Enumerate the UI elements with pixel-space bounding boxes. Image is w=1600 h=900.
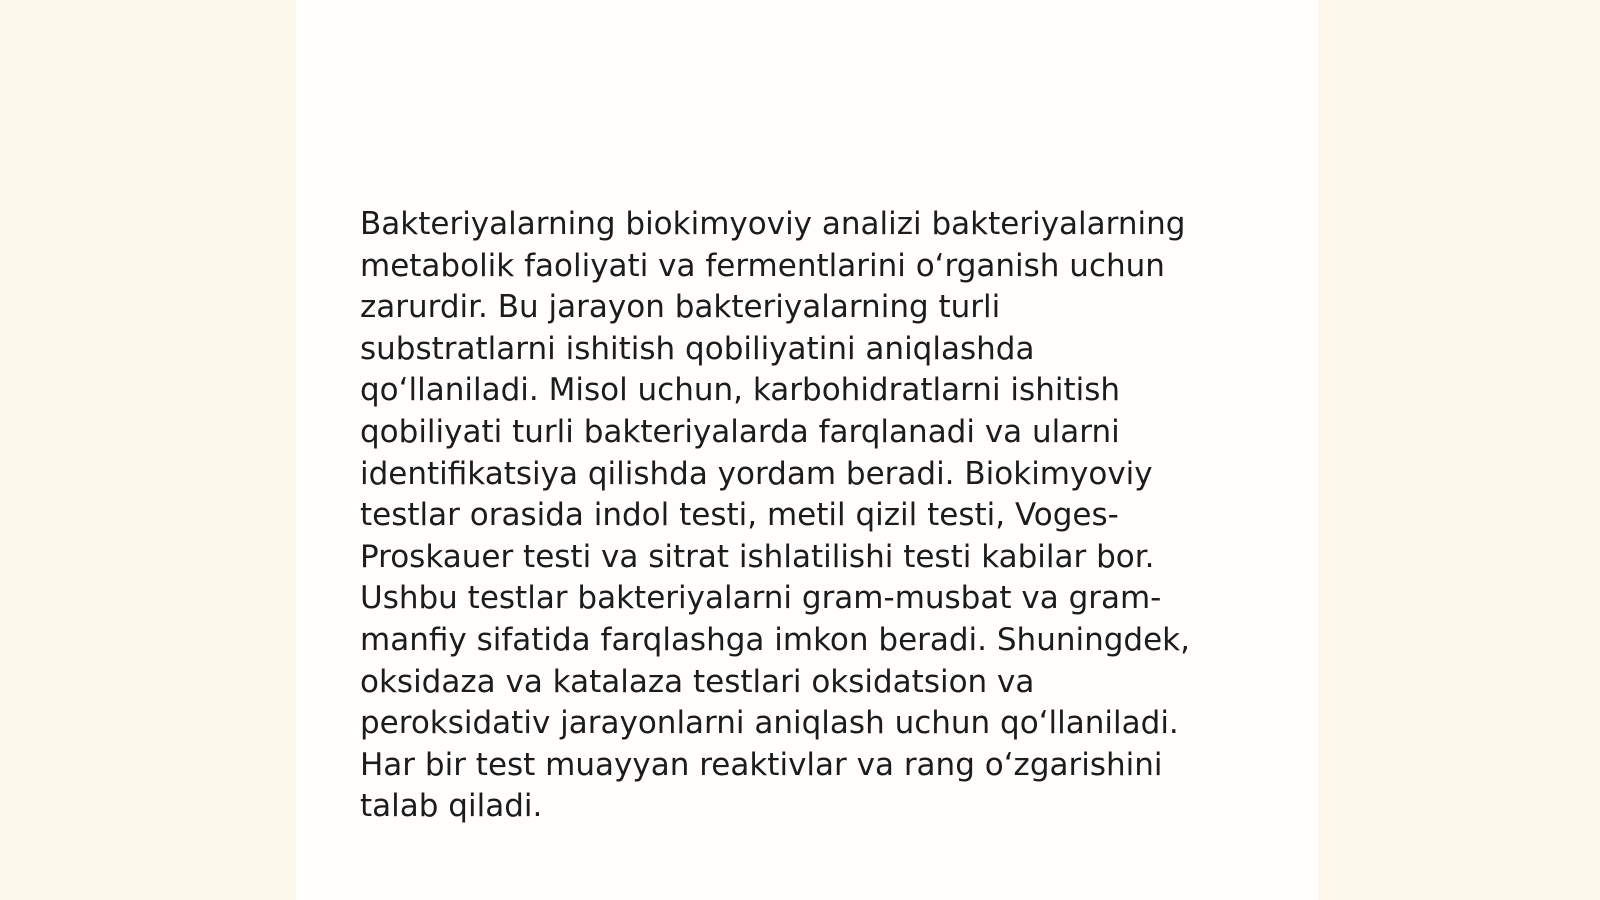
- paragraph-line: talab qiladi.: [360, 788, 543, 825]
- paragraph-line: Ushbu testlar bakteriyalarni gram-musbat va gram-: [360, 580, 1162, 617]
- paragraph-line: identifikatsiya qilishda yordam beradi. Biokimyoviy: [360, 455, 1153, 492]
- paragraph-line: Har bir test muayyan reaktivlar va rang o‘zgarishini: [360, 746, 1163, 783]
- paragraph-line: qo‘llaniladi. Misol uchun, karbohidratlarni ishitish: [360, 372, 1121, 409]
- body-paragraph: [360, 204, 1240, 828]
- document-page: [296, 0, 1318, 900]
- paragraph-line: peroksidativ jarayonlarni aniqlash uchun qo‘llaniladi.: [360, 705, 1179, 742]
- paragraph-line: testlar orasida indol testi, metil qizil testi, Voges-: [360, 497, 1119, 534]
- paragraph-line: Proskauer testi va sitrat ishlatilishi testi kabilar bor.: [360, 538, 1155, 575]
- paragraph-line: substratlarni ishitish qobiliyatini aniqlashda: [360, 330, 1035, 367]
- paragraph-line: oksidaza va katalaza testlari oksidatsion va: [360, 663, 1035, 700]
- paragraph-line: Bakteriyalarning biokimyoviy analizi bakteriyalarning: [360, 206, 1186, 242]
- paragraph-line: manfiy sifatida farqlashga imkon beradi. Shuningdek,: [360, 621, 1190, 658]
- paragraph-line: qobiliyati turli bakteriyalarda farqlanadi va ularni: [360, 413, 1120, 450]
- paragraph-line: zarurdir. Bu jarayon bakteriyalarning turli: [360, 289, 1001, 326]
- paragraph-line: metabolik faoliyati va fermentlarini o‘rganish uchun: [360, 247, 1165, 284]
